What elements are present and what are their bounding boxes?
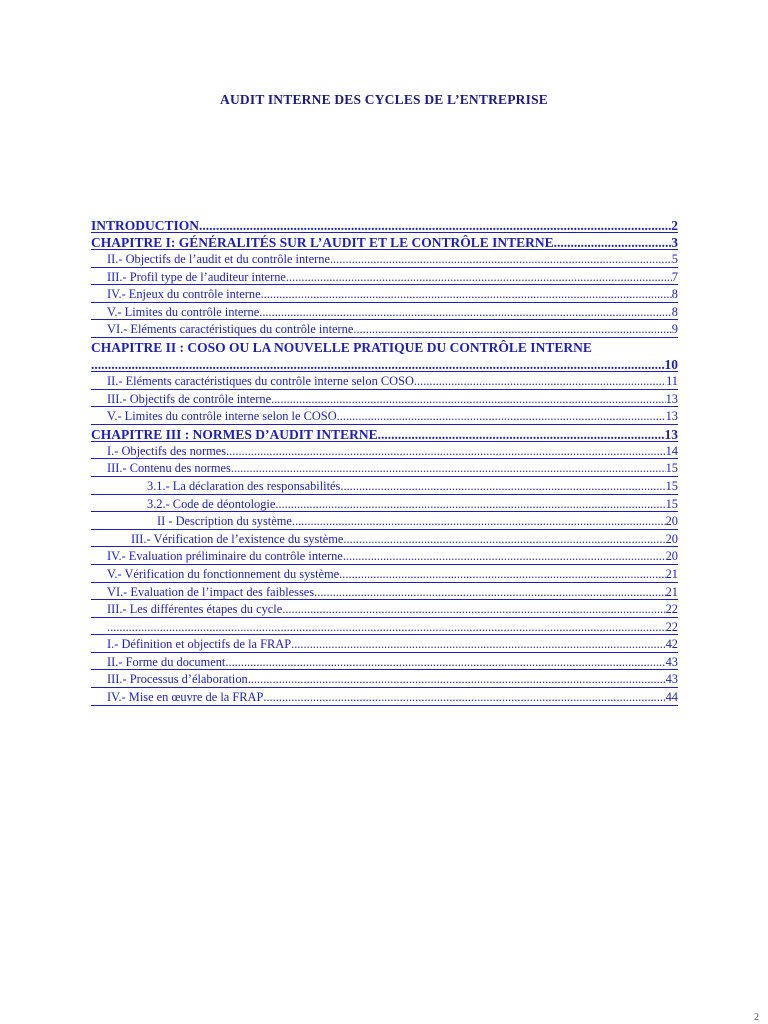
toc-entry-enjeux[interactable]: [91, 286, 678, 304]
toc-page-number: 43: [665, 654, 678, 669]
toc-leader-dots: [248, 671, 666, 689]
toc-leader-dots: [282, 601, 665, 619]
toc-page-number: 20: [665, 514, 678, 529]
toc-entry-profil-auditeur[interactable]: [91, 269, 678, 287]
toc-entry-objectifs-audit[interactable]: [91, 251, 678, 269]
toc-entry-evaluation-preliminaire[interactable]: [91, 548, 678, 566]
toc-leader-dots: [107, 619, 666, 637]
toc-leader-dots: [340, 478, 665, 496]
page-corner-mark: 2: [754, 1012, 759, 1023]
toc-page-number: 15: [665, 461, 678, 476]
toc-entry-code-deontologie[interactable]: [91, 496, 678, 514]
toc-leader-dots: [259, 304, 672, 322]
toc-entry-label: CHAPITRE III : NORMES D’AUDIT INTERNE: [91, 426, 378, 442]
toc-leader-dots: [339, 566, 665, 584]
toc-leader-dots: [286, 269, 672, 287]
toc-entry-chapitre-3[interactable]: [91, 426, 678, 443]
toc-page-number: 44: [665, 690, 678, 705]
toc-leader-dots: [414, 373, 666, 391]
toc-page-number: 7: [671, 269, 678, 284]
toc-entry-elements-caracteristiques[interactable]: [91, 321, 678, 339]
toc-entry-contenu-normes[interactable]: [91, 460, 678, 478]
toc-entry-label: IV.- Mise en œuvre de la FRAP: [107, 690, 264, 705]
toc-entry-label: II.- Eléments caractéristiques du contrôle interne selon COSO: [107, 373, 414, 388]
toc-entry-label: I.- Objectifs des normes: [107, 443, 227, 458]
toc-entry-untitled[interactable]: [91, 619, 678, 637]
toc-entry-label: I.- Définition et objectifs de la FRAP: [107, 637, 292, 652]
toc-page-number: 21: [665, 584, 678, 599]
toc-page-number: 15: [665, 496, 678, 511]
toc-entry-processus-elaboration[interactable]: [91, 671, 678, 689]
toc-page-number: 22: [665, 619, 678, 634]
toc-leader-dots: [91, 356, 665, 373]
toc-entry-definition-frap[interactable]: [91, 636, 678, 654]
toc-page-number: 21: [665, 566, 678, 581]
toc-page-number: 14: [665, 443, 678, 458]
toc-leader-dots: [330, 251, 672, 269]
toc-entry-limites-coso[interactable]: [91, 408, 678, 426]
toc-leader-dots: [343, 548, 666, 566]
toc-entry-label: III.- Objectifs de contrôle interne: [107, 391, 272, 406]
toc-leader-dots: [378, 426, 665, 443]
toc-page-number: 13: [664, 426, 678, 442]
toc-entry-elements-coso[interactable]: [91, 373, 678, 391]
toc-leader-dots: [353, 321, 671, 339]
toc-entry-label: III.- Les différentes étapes du cycle: [107, 602, 283, 617]
toc-entry-forme-document[interactable]: [91, 654, 678, 672]
document-title: AUDIT INTERNE DES CYCLES DE L’ENTREPRISE: [220, 92, 548, 107]
toc-entry-label: II.- Forme du document: [107, 654, 226, 669]
toc-entry-label: III.- Profil type de l’auditeur interne: [107, 269, 286, 284]
toc-entry-label: 3.2.- Code de déontologie: [147, 496, 276, 511]
toc-entry-label: VI.- Eléments caractéristiques du contrôle interne: [107, 322, 354, 337]
toc-page-number: 8: [671, 304, 678, 319]
toc-entry-label: V.- Limites du contrôle interne: [107, 304, 260, 319]
toc-leader-dots: [554, 234, 672, 251]
toc-entry-chapitre-1[interactable]: [91, 234, 678, 251]
toc-leader-dots: [225, 654, 665, 672]
toc-page-number: 13: [665, 409, 678, 424]
toc-page-number: 43: [665, 672, 678, 687]
toc-entry-chapitre-2-continuation[interactable]: [91, 356, 678, 373]
toc-entry-label: INTRODUCTION: [91, 218, 200, 233]
toc-page-number: 20: [665, 549, 678, 564]
toc-entry-label: CHAPITRE I: GÉNÉRALITÉS SUR L’AUDIT ET LE CONTRÔLE INTERNE: [91, 235, 554, 250]
toc-entry-evaluation-impact[interactable]: [91, 584, 678, 602]
toc-page-number: 2: [671, 218, 678, 233]
toc-page-number: 5: [671, 252, 678, 266]
toc-entry-verification-existence[interactable]: [91, 531, 678, 549]
toc-leader-dots: [231, 460, 666, 478]
toc-entry-etapes-cycle[interactable]: [91, 601, 678, 619]
toc-entry-label: V.- Limites du contrôle interne selon le COSO: [107, 409, 337, 424]
toc-entry-verification-fonctionnement[interactable]: [91, 566, 678, 584]
toc-leader-dots: [343, 531, 665, 549]
toc-entry-label: CHAPITRE II : COSO OU LA NOUVELLE PRATIQUE DU CONTRÔLE INTERNE: [91, 339, 592, 355]
toc-page-number: 20: [665, 531, 678, 546]
toc-entry-label: II.- Objectifs de l’audit et du contrôle interne: [107, 252, 330, 266]
toc-page-number: 8: [671, 287, 678, 302]
toc-leader-dots: [292, 513, 666, 531]
toc-entry-label: III.- Processus d’élaboration: [107, 672, 248, 687]
toc-entry-label: V.- Vérification du fonctionnement du système: [107, 566, 340, 581]
toc-leader-dots: [271, 391, 666, 409]
toc-leader-dots: [263, 689, 665, 707]
toc-entry-limites[interactable]: [91, 304, 678, 322]
toc-entry-objectifs-controle[interactable]: [91, 391, 678, 409]
toc-page-number: 3: [671, 235, 678, 250]
toc-entry-label: IV.- Enjeux du contrôle interne: [107, 287, 261, 302]
toc-entry-chapitre-2[interactable]: [91, 339, 678, 356]
toc-page-number: 42: [665, 637, 678, 652]
toc-leader-dots: [291, 636, 666, 654]
toc-entry-label: III.- Contenu des normes: [107, 461, 231, 476]
toc-page-number: 22: [665, 602, 678, 617]
toc-page-number: 13: [665, 391, 678, 406]
toc-entry-introduction[interactable]: [91, 217, 678, 234]
toc-leader-dots: [337, 408, 666, 426]
toc-entry-description-systeme[interactable]: [91, 513, 678, 531]
toc-entry-label: 3.1.- La déclaration des responsabilités: [147, 478, 341, 493]
toc-leader-dots: [261, 286, 672, 304]
table-of-contents: [91, 217, 678, 707]
toc-leader-dots: [275, 496, 665, 514]
toc-page-number: 11: [666, 373, 678, 388]
toc-leader-dots: [226, 443, 666, 461]
toc-entry-mise-en-oeuvre-frap[interactable]: [91, 689, 678, 707]
toc-entry-label: III.- Vérification de l’existence du système: [131, 531, 344, 546]
toc-leader-dots: [199, 217, 671, 234]
toc-page-number: 15: [665, 478, 678, 493]
toc-entry-label: VI.- Evaluation de l’impact des faiblesses: [107, 584, 315, 599]
toc-entry-label: II - Description du système: [157, 514, 292, 529]
toc-page-number: 9: [671, 322, 678, 337]
toc-entry-label: IV.- Evaluation préliminaire du contrôle interne: [107, 549, 343, 564]
toc-page-number: 10: [664, 356, 678, 372]
toc-entry-declaration-responsabilites[interactable]: [91, 478, 678, 496]
toc-leader-dots: [314, 584, 665, 602]
toc-entry-objectifs-normes[interactable]: [91, 443, 678, 461]
